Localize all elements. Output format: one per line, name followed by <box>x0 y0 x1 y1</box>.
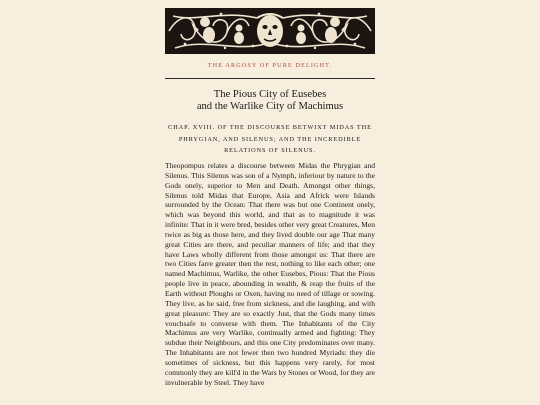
running-head: THE ARGOSY OF PURE DELIGHT. <box>207 62 333 69</box>
page-column <box>165 0 375 405</box>
ornament-artwork <box>165 8 375 54</box>
chapter-subtitle: CHAP. XVIII. OF THE DISCOURSE BETWIXT MIDAS THE PHRYGIAN, AND SILENUS; AND THE INCREDIBLE RELATIONS OF SILENUS. <box>168 124 372 155</box>
chapter-body-text: Theopompus relates a discourse between Midas the Phrygian and Silenus. This Silenus was son of a Nymph, inferiour by nature to the Gods onely, superior to Men and Death. Amongst other things, Silenus told Midas that Europe, Asia and Africk were Islands surrounded by the Ocean: That there was but one Continent onely, which was beyond this world, and that as to magnitude it was infinite: That in it were bred, besides other very great Creatures, Men twice as big as those here, and they lived double our age That many great Cities are there, and peculiar manners of life; and that they have Laws wholly different from those amongst us: That there are two Cities farre greater then the rest, nothing to like each other; one named Machimus, Warlike, the other Eusebes, Pious: That the Pious people live in peace, abounding in wealth, & reap the fruits of the Earth without Ploughs or Oxen, having no need of tillage or sowing. They live, as he said, free from sickness, and die laughing, and with great pleasure: They are so exactly Just, that the Gods many times vouchsafe to converse with them. The Inhabitants of the City Machimus are very Warlike, continually armed and fighting: They subdue their Neighbours, and this one City predominates over many. The Inhabitants are not fewer then two hundred Myriads: they die sometimes of sickness, but this happens very rarely, for most commonly they are kill'd in the Wars by Stones or Wood, for they are invulnerable by Steel. They have <box>165 161 375 387</box>
chapter-title-line-2: and the Warlike City of Machimus <box>196 101 344 113</box>
header-rule <box>165 78 375 79</box>
woodcut-ornament-icon <box>165 8 375 54</box>
chapter-title-line-1: The Pious City of Eusebes <box>213 89 327 100</box>
chapter-title <box>165 89 375 113</box>
